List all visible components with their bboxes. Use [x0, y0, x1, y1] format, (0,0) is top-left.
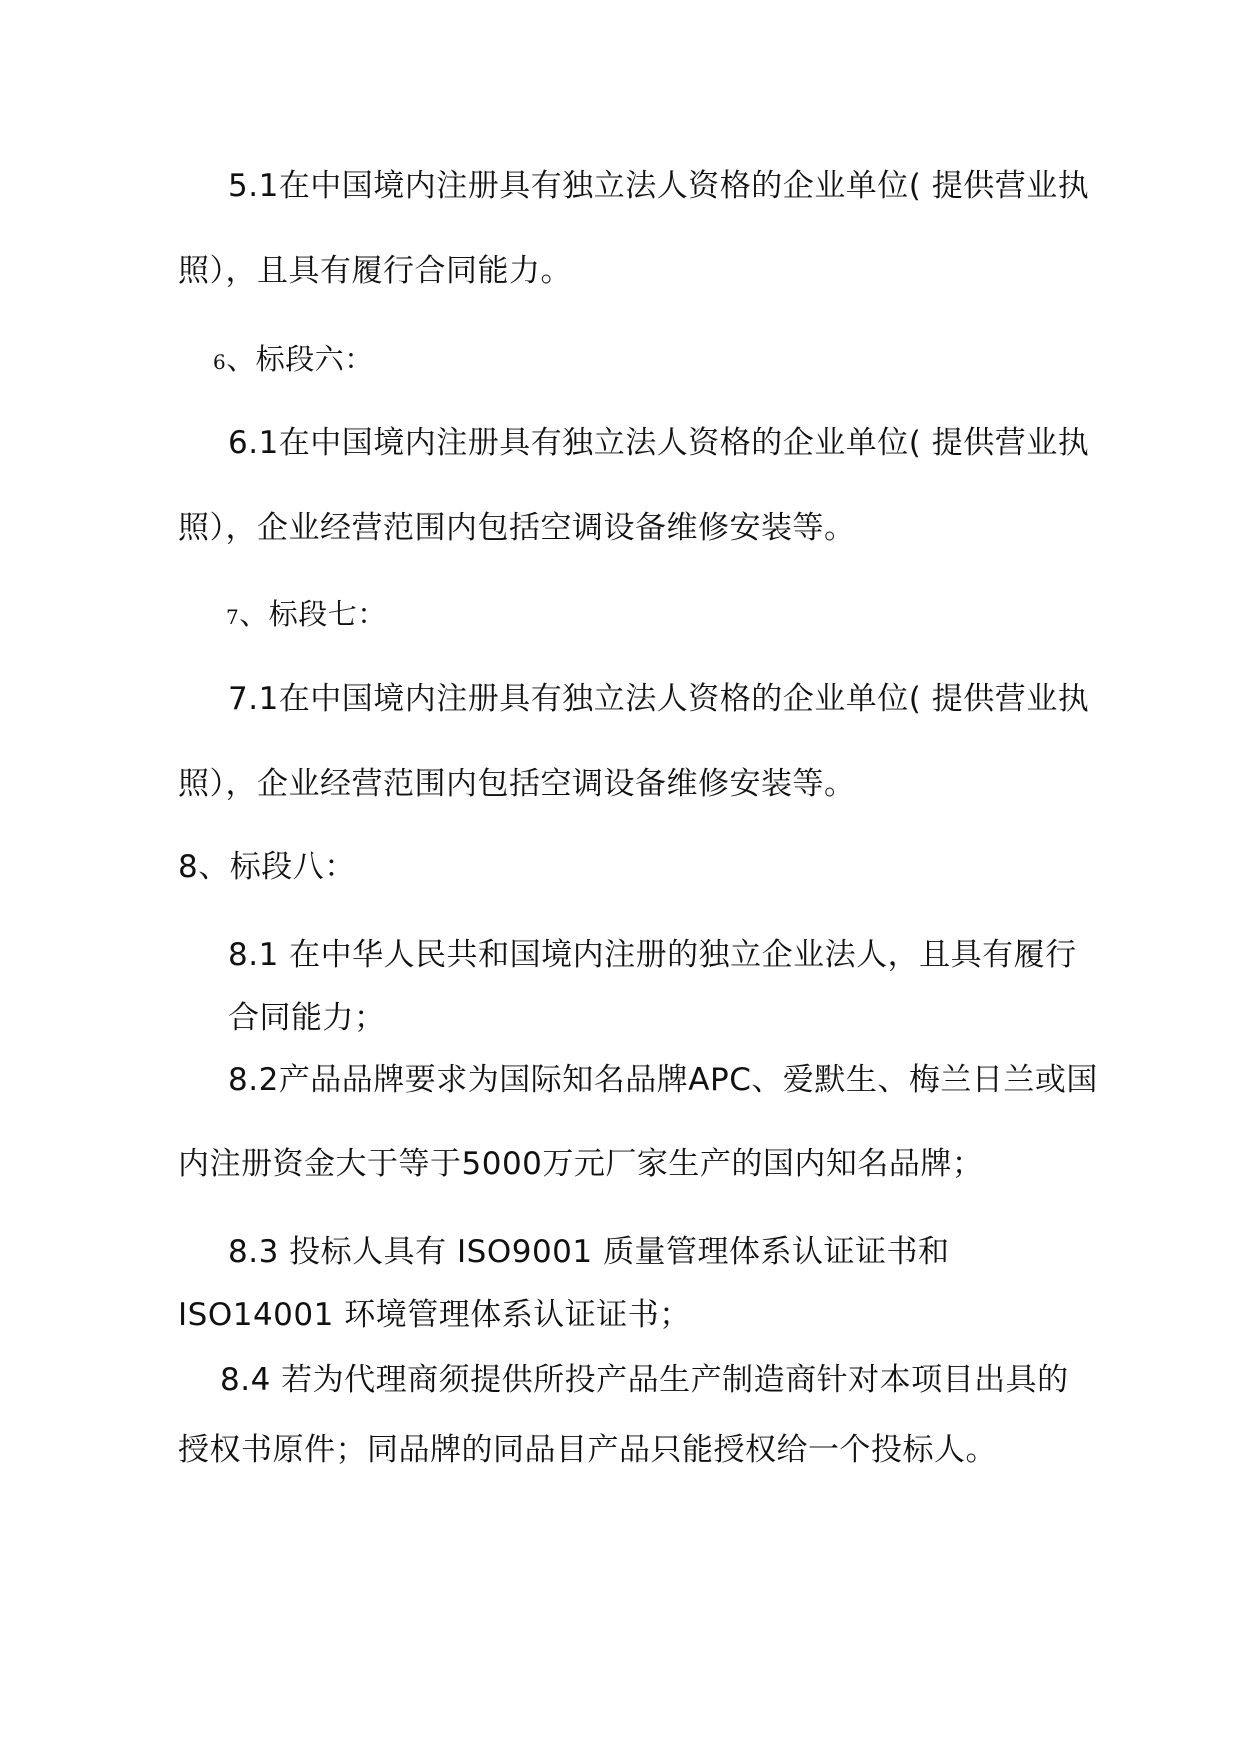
paragraph-6-1-line-2: 照），企业经营范围内包括空调设备维修安装等。 [178, 510, 856, 546]
paragraph-8-3-line-2: ISO14001 环境管理体系认证证书； [178, 1297, 691, 1333]
paragraph-5-1-line-2: 照），且具有履行合同能力。 [178, 253, 572, 289]
paragraph-8-2-line-1: 8.2产品品牌要求为国际知名品牌APC、爱默生、梅兰日兰或国 [228, 1062, 1098, 1098]
section-number-7: 7 [226, 605, 240, 629]
paragraph-8-4-line-2: 授权书原件；同品牌的同品目产品只能授权给一个投标人。 [178, 1432, 997, 1468]
paragraph-8-1-line-2: 合同能力； [228, 1000, 386, 1036]
section-title-7: 、标段七： [239, 597, 387, 631]
paragraph-7-1-line-2: 照），企业经营范围内包括空调设备维修安装等。 [178, 766, 856, 802]
section-heading-7 [226, 594, 387, 637]
section-number-6: 6 [213, 350, 227, 374]
paragraph-7-1-line-1: 7.1在中国境内注册具有独立法人资格的企业单位( 提供营业执 [228, 681, 1090, 717]
paragraph-8-2-line-2: 内注册资金大于等于5000万元厂家生产的国内知名品牌； [178, 1146, 984, 1182]
paragraph-8-3-line-1: 8.3 投标人具有 ISO9001 质量管理体系认证证书和 [228, 1234, 950, 1270]
paragraph-6-1-line-1: 6.1在中国境内注册具有独立法人资格的企业单位( 提供营业执 [228, 425, 1090, 461]
paragraph-8-4-line-1: 8.4 若为代理商须提供所投产品生产制造商针对本项目出具的 [220, 1362, 1069, 1398]
section-heading-6 [213, 339, 374, 382]
paragraph-8-1-line-1: 8.1 在中华人民共和国境内注册的独立企业法人，且具有履行 [228, 937, 1077, 973]
paragraph-5-1-line-1: 5.1在中国境内注册具有独立法人资格的企业单位( 提供营业执 [228, 168, 1090, 204]
section-title-6: 、标段六： [226, 342, 374, 376]
section-heading-8: 8、标段八： [178, 849, 356, 885]
